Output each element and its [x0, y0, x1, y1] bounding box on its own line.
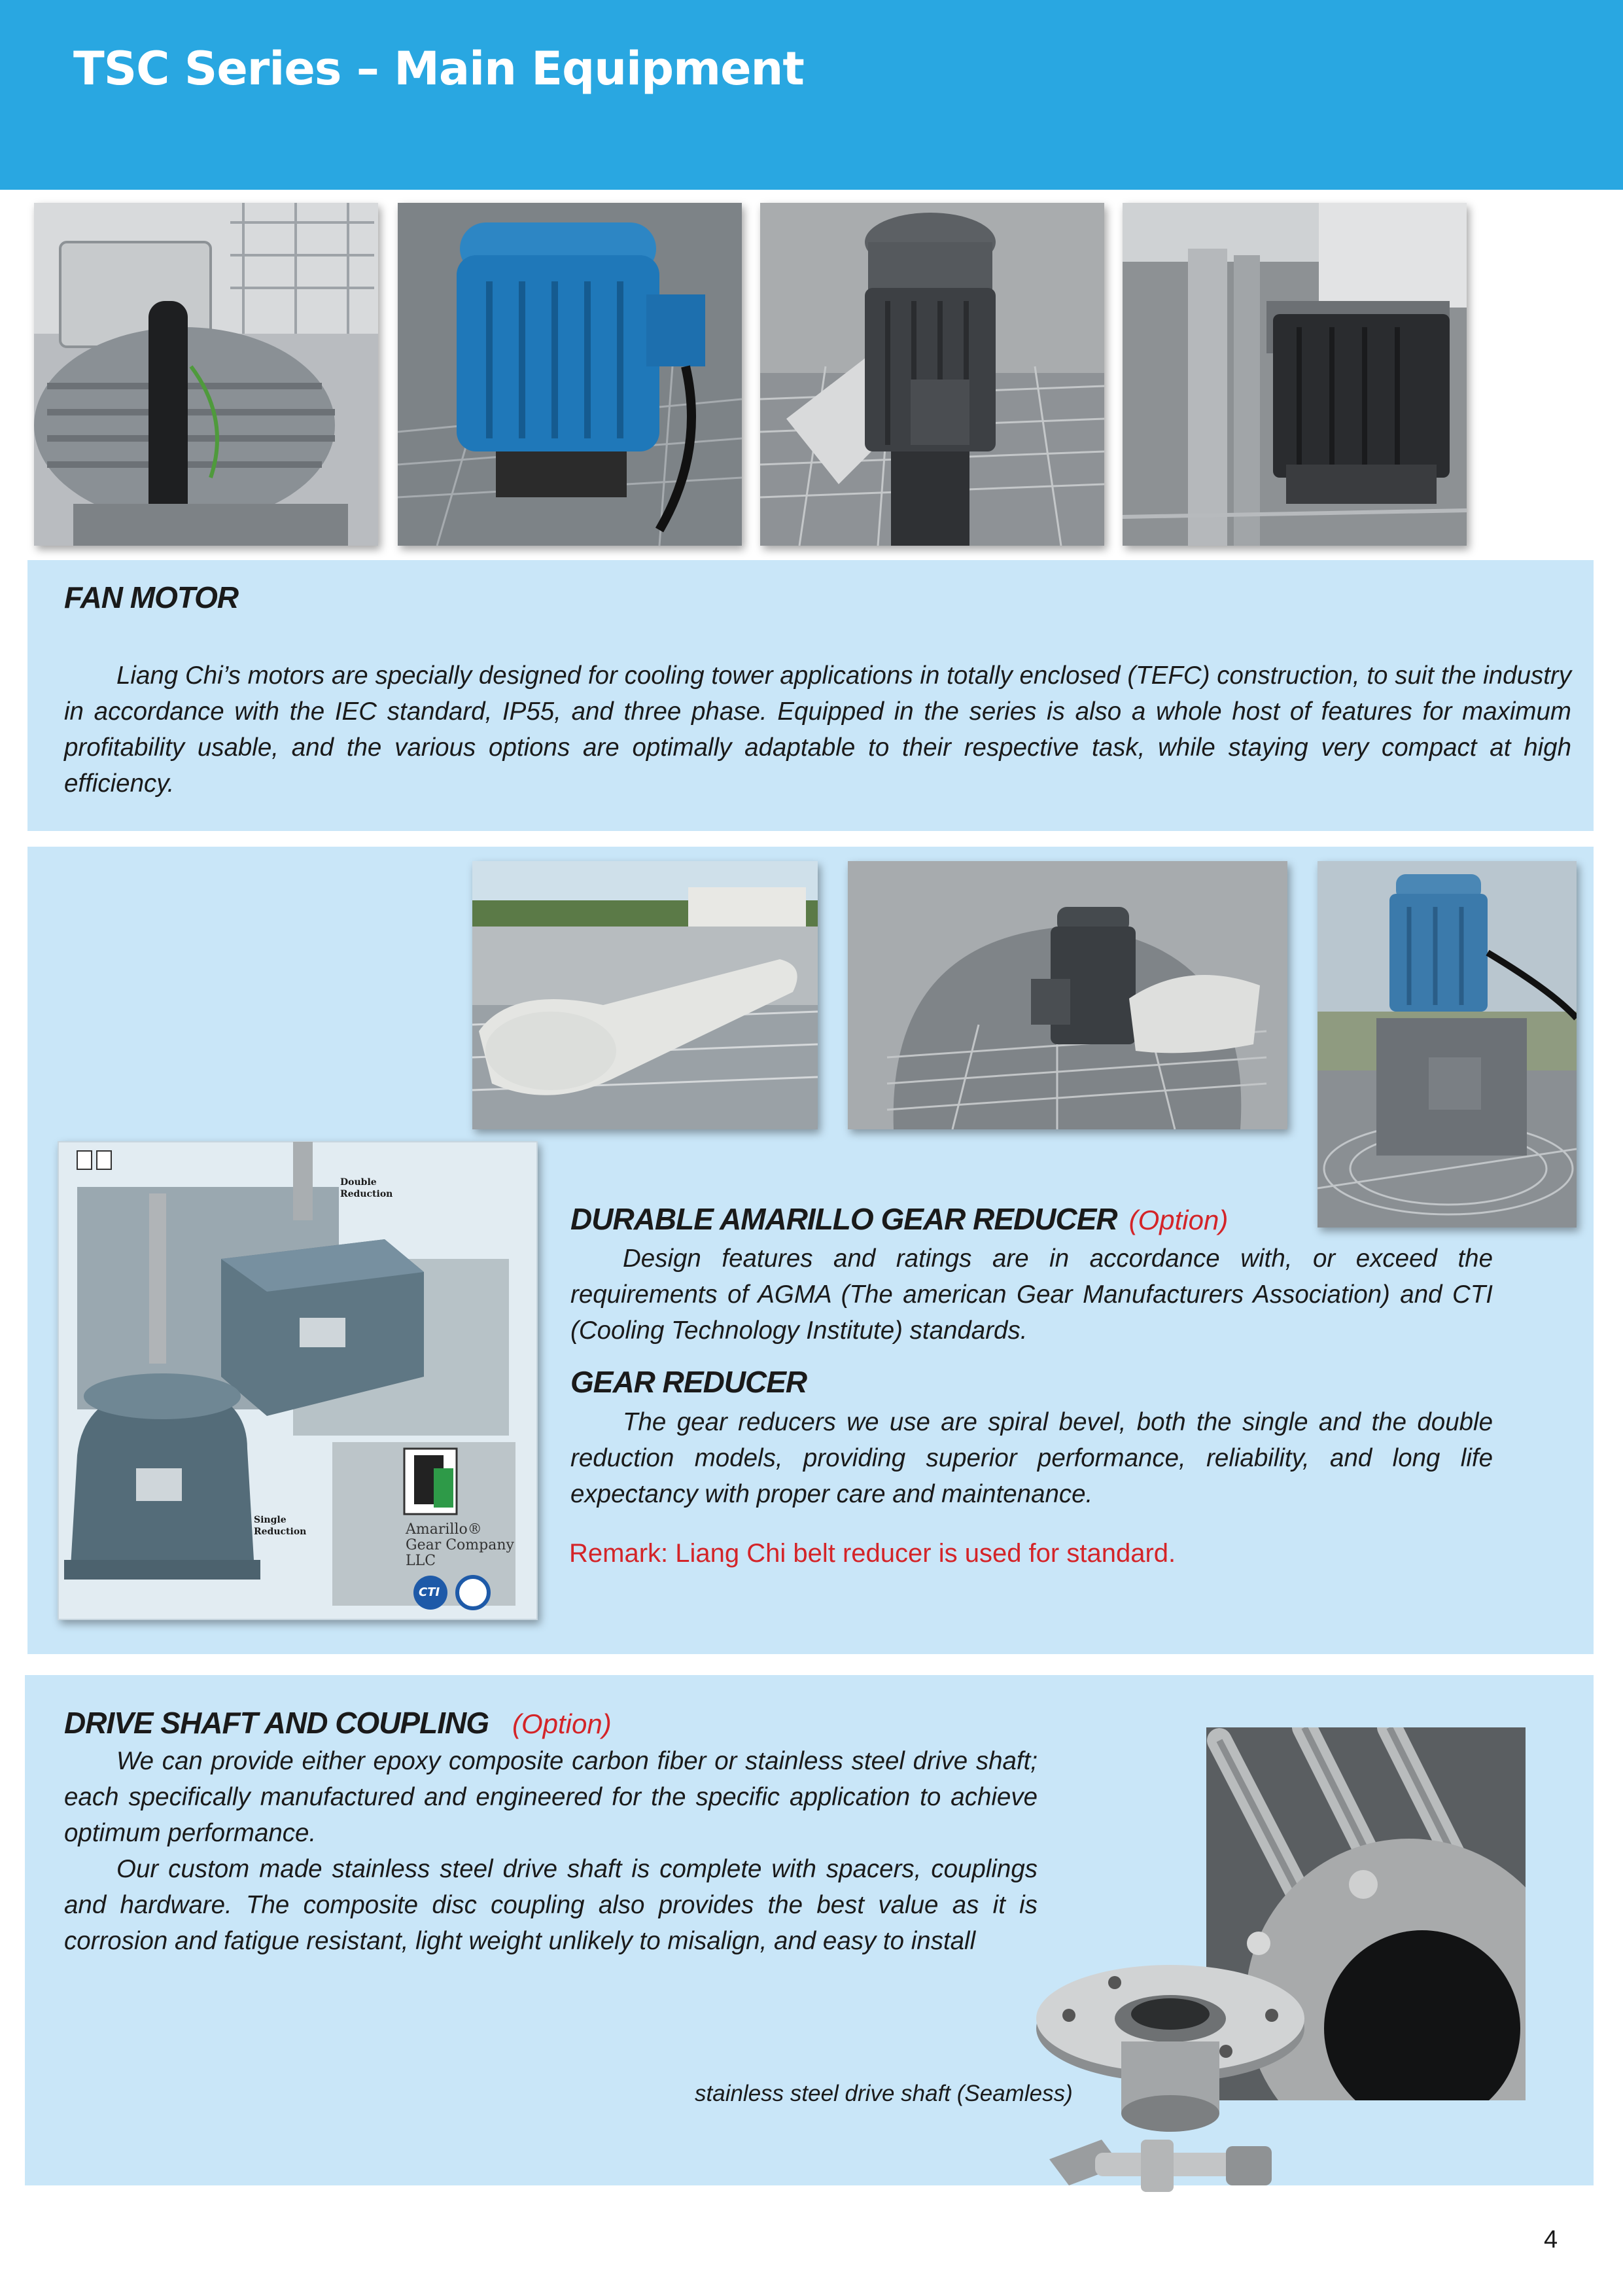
- page-number: 4: [1544, 2226, 1558, 2253]
- fan-motor-description: Liang Chi’s motors are specially designed for cooling tower applications in totally enclosed (TEFC) construction, to suit the industry in accordance with the IEC standard, IP55, and three phase. Equipped in the series is also a whole host of features for maximum profitability usable, and the various options are optimally adaptable to their respective task, while staying very compact at high efficiency.: [64, 662, 1571, 798]
- durable-option-tag: (Option): [1128, 1205, 1229, 1235]
- cti-badge: CTI: [419, 1585, 440, 1599]
- drive-shaft-caption: stainless steel drive shaft (Seamless): [695, 2081, 1073, 2106]
- durable-gear-reducer-description: Design features and ratings are in accordance with, or exceed the requirements of AGMA (The american Gear Manufacturers Association) and CTI (Cooling Technology Institute) standards.: [570, 1245, 1493, 1345]
- gear-reducer-description: The gear reducers we use are spiral bevel, both the single and the double reduction models, providing superior performance, reliability, and long life expectancy with proper care and maintenance.: [570, 1408, 1493, 1508]
- amarillo-gear-brochure: [58, 1141, 538, 1620]
- amarillo-company-name: Amarillo® Gear Company LLC: [406, 1521, 514, 1569]
- motor-photo-mounted-bracket: [1123, 203, 1467, 546]
- drive-shaft-title: DRIVE SHAFT AND COUPLING (Option): [64, 1706, 612, 1740]
- motor-photo-dark-vertical: [760, 203, 1104, 546]
- drive-shaft-paragraph-2: Our custom made stainless steel drive shaft is complete with spacers, couplings and hardware. The composite disc coupling also provides the best value as it is corrosion and fatigue resistant, light weight unlikely to misalign, and easy to install: [64, 1855, 1038, 1955]
- durable-gear-reducer-title: DURABLE AMARILLO GEAR REDUCER (Option): [570, 1202, 1229, 1236]
- motor-photo-grey-horizontal: [34, 203, 378, 546]
- belt-reducer-photo: [472, 861, 818, 1129]
- drive-shaft-option-tag: (Option): [512, 1708, 612, 1739]
- belt-reducer-inside-tower-photo: [848, 861, 1287, 1129]
- belt-reducer-remark: Remark: Liang Chi belt reducer is used for standard.: [569, 1539, 1176, 1568]
- fan-motor-title: FAN MOTOR: [64, 580, 239, 614]
- drive-shaft-paragraph-1: We can provide either epoxy composite carbon fiber or stainless steel drive shaft; each specifically manufactured and engineered for the specific application to achieve optimum performance.: [64, 1747, 1038, 1847]
- motor-photo-blue: [398, 203, 742, 546]
- gear-reducer-title: GEAR REDUCER: [570, 1365, 807, 1399]
- double-reduction-label: Double Reduction: [340, 1177, 393, 1199]
- page-title: TSC Series – Main Equipment: [73, 42, 804, 96]
- blue-motor-on-gearbox-photo: [1318, 861, 1577, 1227]
- single-reduction-label: Single Reduction: [254, 1515, 307, 1537]
